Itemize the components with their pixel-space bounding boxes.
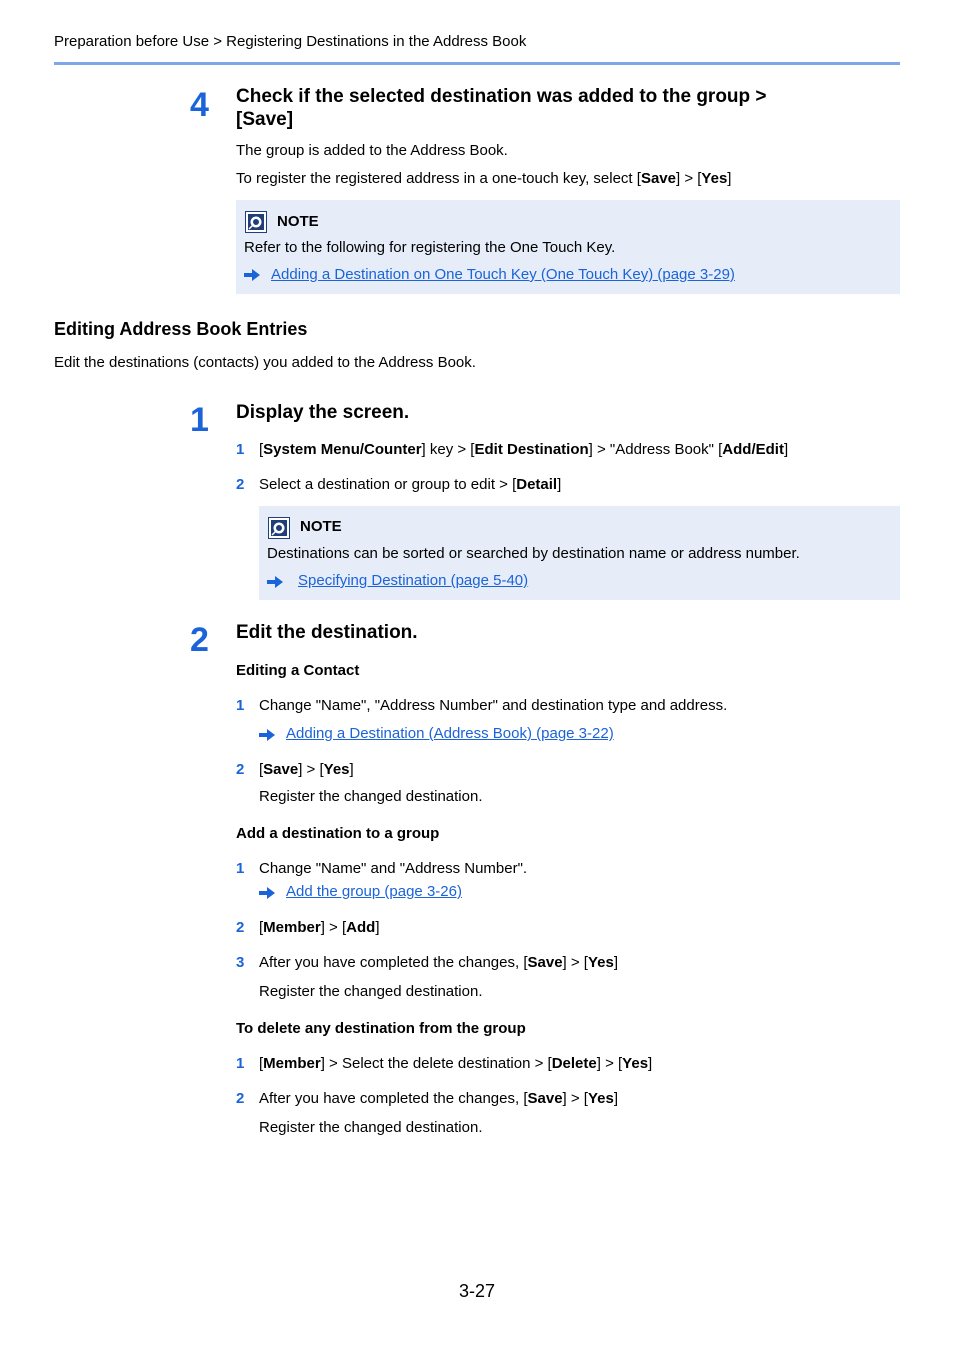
paragraph: The group is added to the Address Book. (236, 142, 508, 159)
substep-text: [Save] > [Yes] (259, 761, 354, 778)
note-link[interactable]: Specifying Destination (page 5-40) (298, 572, 529, 589)
paragraph: Register the changed destination. (259, 983, 483, 1000)
substep-text: [Member] > [Add] (259, 919, 380, 936)
step-number: 2 (190, 621, 209, 659)
substep-text: After you have completed the changes, [Save] > [Yes] (259, 1090, 619, 1107)
paragraph: To register the registered address in a one-touch key, select [Save] > [Yes] (236, 170, 732, 187)
arrow-right-icon (259, 729, 275, 741)
paragraph: Register the changed destination. (259, 788, 483, 805)
substep-number: 1 (236, 1055, 245, 1072)
header-divider (54, 62, 900, 65)
step-number: 1 (190, 401, 209, 439)
step-title-line: Check if the selected destination was added to the group > (236, 86, 767, 107)
note-link[interactable]: Adding a Destination on One Touch Key (One Touch Key) (page 3-29) (271, 266, 735, 283)
note-icon (268, 517, 290, 539)
reference-link[interactable]: Add the group (page 3-26) (286, 883, 462, 900)
step-number: 4 (190, 86, 209, 124)
subsection-heading: Editing a Contact (236, 662, 360, 679)
note-text: Destinations can be sorted or searched by destination name or address number. (267, 545, 800, 562)
substep-number: 2 (236, 476, 245, 493)
note-box (259, 506, 900, 600)
substep-text: Select a destination or group to edit > [Detail] (259, 476, 562, 493)
note-box (236, 200, 900, 294)
substep-number: 1 (236, 441, 245, 458)
substep-number: 1 (236, 860, 245, 877)
section-intro: Edit the destinations (contacts) you added to the Address Book. (54, 354, 476, 371)
substep-text: Change "Name", "Address Number" and destination type and address. (259, 697, 728, 714)
note-icon (245, 211, 267, 233)
substep-number: 2 (236, 919, 245, 936)
step-title (236, 85, 767, 131)
page-number: 3-27 (459, 1281, 496, 1301)
arrow-right-icon (267, 576, 283, 588)
substep-number: 2 (236, 761, 245, 778)
substep-text: After you have completed the changes, [Save] > [Yes] (259, 954, 619, 971)
step-title: Display the screen. (236, 402, 410, 423)
step-title-line: [Save] (236, 109, 294, 130)
substep-text: [Member] > Select the delete destination > [Delete] > [Yes] (259, 1055, 653, 1072)
note-title: NOTE (277, 213, 319, 230)
substep-text: [System Menu/Counter] key > [Edit Destination] > "Address Book" [Add/Edit] (259, 441, 789, 458)
paragraph: Register the changed destination. (259, 1119, 483, 1136)
substep-number: 3 (236, 954, 245, 971)
substep-number: 1 (236, 697, 245, 714)
note-title: NOTE (300, 518, 342, 535)
arrow-right-icon (244, 269, 260, 281)
arrow-right-icon (259, 887, 275, 899)
note-text: Refer to the following for registering the One Touch Key. (244, 239, 616, 256)
breadcrumb: Preparation before Use > Registering Destinations in the Address Book (54, 33, 527, 50)
section-title: Editing Address Book Entries (54, 319, 308, 339)
substep-number: 2 (236, 1090, 245, 1107)
subsection-heading: Add a destination to a group (236, 825, 440, 842)
subsection-heading: To delete any destination from the group (236, 1020, 526, 1037)
reference-link[interactable]: Adding a Destination (Address Book) (page 3-22) (286, 725, 614, 742)
step-title: Edit the destination. (236, 622, 418, 643)
substep-text: Change "Name" and "Address Number". (259, 860, 528, 877)
